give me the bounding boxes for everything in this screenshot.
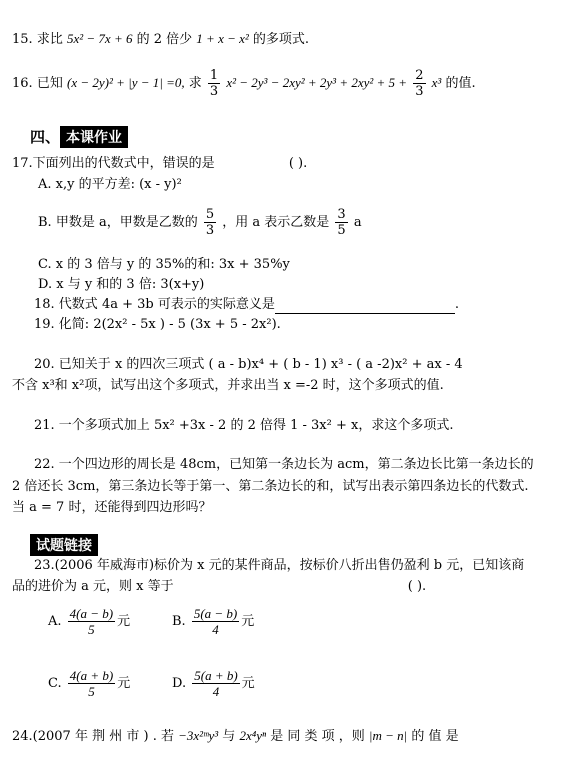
question-21: 21. 一个多项式加上 5x² +3x - 2 的 2 倍得 1 - 3x² + x，求这个多项式.: [34, 418, 454, 433]
question-23-line-2: [12, 578, 552, 596]
question-16: [12, 66, 552, 101]
section-badge: 试题链接: [30, 534, 98, 556]
question-number: 16.: [12, 76, 33, 91]
question-23-line-1: 23.(2006 年威海市)标价为 x 元的某件商品，按标价八折出售仍盈利 b 元，已知该商: [34, 558, 525, 573]
answer-blank[interactable]: [275, 299, 455, 314]
q23-option-c[interactable]: [48, 668, 130, 699]
option-fraction: $\frac{5(a + b)}{4}$: [194, 668, 238, 699]
option-unit: 元: [241, 676, 255, 691]
q24-text-mid: 与: [222, 729, 236, 744]
q15-text-mid: 的 2 倍少: [136, 32, 193, 47]
question-19: 19. 化简: 2(2x² - 5x ) - 5 (3x + 5 - 2x²).: [34, 317, 281, 332]
q17-option-d: D. x 与 y 和的 3 倍: 3(x+y): [38, 277, 205, 292]
question-number: 15.: [12, 32, 33, 47]
q17-option-a: A. x,y 的平方差: (x - y)²: [38, 177, 182, 192]
answer-paren: ( ).: [407, 579, 427, 594]
question-15: [12, 30, 552, 49]
q23-text: 品的进价为 a 元，则 x 等于: [12, 579, 174, 594]
option-fraction: $\frac{4(a + b)}{5}$: [69, 668, 114, 699]
option-unit: 元: [241, 614, 255, 629]
question-18: [34, 296, 552, 314]
q24-abs-expression: |m − n|: [368, 728, 408, 743]
q16-condition: (x − 2y)² + |y − 1| =0,: [66, 75, 185, 90]
option-unit: 元: [117, 676, 131, 691]
q17-b-text-end: a: [353, 215, 362, 230]
q16-text: 已知: [36, 76, 63, 91]
q18-text: 18. 代数式 4a + 3b 可表示的实际意义是: [34, 297, 275, 312]
q16-fraction-1: $\frac{1}{3}$: [209, 68, 219, 99]
q24-text-post: 是 同 类 项 ，则: [270, 729, 365, 744]
q17-b-fraction-1: $\frac{5}{3}$: [205, 207, 215, 238]
question-22-line-3: 当 a = 7 时，还能得到四边形吗？: [12, 500, 212, 515]
section-heading-homework: [30, 126, 128, 148]
question-22-line-2: 2 倍还长 3cm，第三条边长等于第一、第二条边长的和，试写出表示第四条边长的代数式.: [12, 479, 529, 494]
q24-text-end: 的 值 是: [411, 729, 459, 744]
section-heading-exam-link: [30, 534, 98, 556]
option-label: B.: [172, 614, 186, 629]
q23-option-a[interactable]: [48, 606, 130, 637]
q15-expression-2: 1 + x − x²: [196, 31, 249, 46]
q24-term-1: −3x²ᵐy³: [178, 728, 219, 743]
option-label: C.: [48, 676, 62, 691]
q16-fraction-2: $\frac{2}{3}$: [415, 68, 424, 99]
q16-text-end: 的值.: [445, 76, 476, 91]
q16-expression-2: x³: [431, 75, 442, 90]
q24-text: 24.(2007 年 荆 州 市 ) . 若: [12, 729, 174, 744]
q17-b-fraction-2: $\frac{3}{5}$: [337, 207, 346, 238]
option-unit: 元: [117, 614, 131, 629]
q18-end: .: [454, 297, 459, 312]
section-index: 四、: [30, 128, 61, 146]
option-fraction: $\frac{4(a - b)}{5}$: [69, 606, 114, 637]
question-20-line-2: 不含 x³和 x²项，试写出这个多项式，并求出当 x =-2 时，这个多项式的值.: [12, 378, 444, 393]
q17-stem: 17.下面列出的代数式中，错误的是: [12, 156, 215, 171]
q16-expression: x² − 2y³ − 2xy² + 2y³ + 2xy² + 5 +: [226, 75, 408, 90]
q17-option-c: C. x 的 3 倍与 y 的 35%的和: 3x + 35%y: [38, 257, 290, 272]
q24-term-2: 2x⁴yⁿ: [239, 728, 267, 743]
option-label: A.: [48, 614, 62, 629]
q17-b-text-mid: ，用 a 表示乙数是: [222, 215, 330, 230]
q15-text: 求比: [36, 32, 63, 47]
q17-option-b: [38, 206, 552, 240]
q23-option-b[interactable]: [172, 606, 254, 637]
answer-paren: ( ).: [288, 156, 308, 171]
question-17: [12, 155, 552, 173]
q23-option-d[interactable]: [172, 668, 255, 699]
question-20-line-1: 20. 已知关于 x 的四次三项式 ( a - b)x⁴ + ( b - 1) x³ - ( a -2)x² + ax - 4: [34, 357, 463, 372]
option-label: D.: [172, 676, 187, 691]
question-22-line-1: 22. 一个四边形的周长是 48cm，已知第一条边长为 acm，第二条边长比第一条边长的: [34, 457, 534, 472]
q17-b-text: B. 甲数是 a，甲数是乙数的: [38, 215, 198, 230]
q15-expression-1: 5x² − 7x + 6: [66, 31, 133, 46]
section-badge: 本课作业: [60, 126, 128, 148]
option-fraction: $\frac{5(a - b)}{4}$: [193, 606, 238, 637]
question-24: [12, 727, 552, 746]
q16-ask: 求: [188, 76, 202, 91]
q15-text-end: 的多项式.: [252, 32, 310, 47]
